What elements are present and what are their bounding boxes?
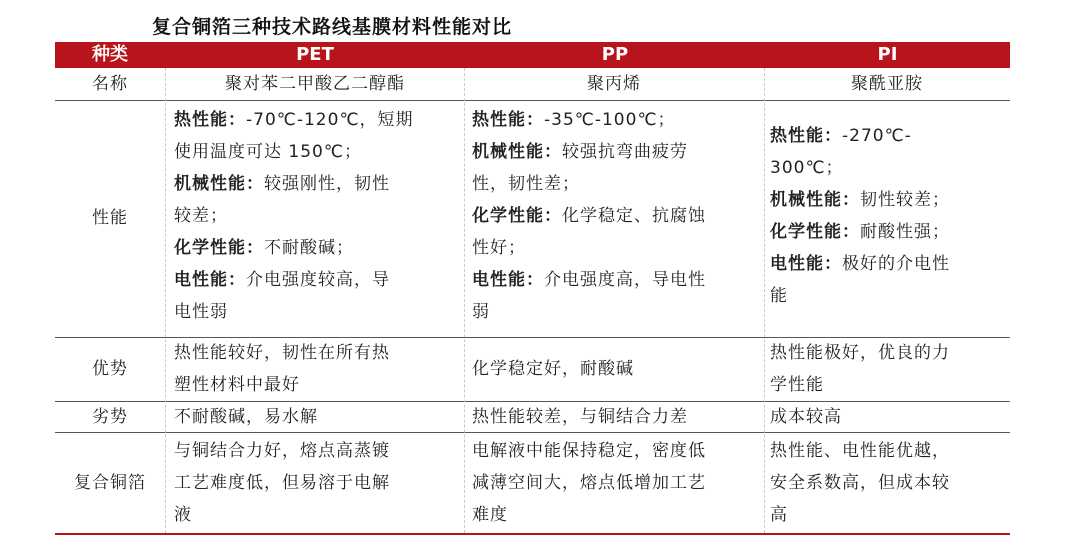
pet-mech-text-2: 较差；: [174, 206, 228, 226]
pp-chem-text-2: 性好；: [472, 238, 526, 258]
pi-mech-text: 韧性较差；: [860, 190, 950, 210]
pi-mech-label: 机械性能：: [770, 190, 860, 210]
table-header: [55, 42, 1010, 68]
pp-mech-text: 较强抗弯曲疲劳: [562, 142, 688, 162]
pet-elec-text: 介电强度较高，导: [246, 270, 390, 290]
pet-elec-label: 电性能：: [174, 270, 246, 290]
divider-1: [165, 68, 166, 533]
advantage-pet-line-1: 热性能较好，韧性在所有热: [174, 343, 390, 363]
row-name-label: 名称: [92, 74, 128, 94]
pet-thermal-label: 热性能：: [174, 110, 246, 130]
advantage-pi-line-2: 学性能: [770, 375, 824, 395]
row-disadvantage-label: 劣势: [92, 407, 128, 427]
header-pp: PP: [601, 44, 629, 65]
disadvantage-pi: 成本较高: [770, 407, 842, 427]
pi-thermal-text: -270℃-: [842, 126, 912, 146]
row-name-pet: 聚对苯二甲酸乙二醇酯: [225, 74, 405, 94]
row-performance-label: 性能: [92, 208, 128, 228]
header-category: 种类: [92, 44, 128, 65]
table-title: 复合铜箔三种技术路线基膜材料性能对比: [152, 16, 513, 38]
advantage-pi: [770, 337, 1006, 401]
advantage-pp: 化学稳定好，耐酸碱: [472, 359, 634, 379]
pet-mech-text: 较强刚性，韧性: [264, 174, 390, 194]
pp-thermal-text: -35℃-100℃；: [544, 110, 676, 130]
performance-pp: [472, 104, 762, 328]
composite-pi-line-1: 热性能、电性能优越，: [770, 441, 950, 461]
advantage-pi-line-1: 热性能极好，优良的力: [770, 343, 950, 363]
pet-thermal-text-2: 使用温度可达 150℃；: [174, 142, 362, 162]
rule-under-name: [55, 100, 1010, 101]
pp-chem-label: 化学性能：: [472, 206, 562, 226]
pp-elec-text: 介电强度高，导电性: [544, 270, 706, 290]
pet-mech-label: 机械性能：: [174, 174, 264, 194]
composite-pp: [472, 435, 762, 531]
pet-thermal-text: -70℃-120℃，短期: [246, 110, 414, 130]
pi-elec-label: 电性能：: [770, 254, 842, 274]
performance-pet: [174, 104, 464, 328]
composite-pet: [174, 435, 464, 531]
composite-pi: [770, 435, 1006, 531]
row-composite-label: 复合铜箔: [74, 473, 146, 493]
pi-thermal-text-2: 300℃；: [770, 158, 844, 178]
disadvantage-pp: 热性能较差，与铜结合力差: [472, 407, 688, 427]
pp-elec-label: 电性能：: [472, 270, 544, 290]
pi-elec-text: 极好的介电性: [842, 254, 950, 274]
header-pet: PET: [296, 44, 334, 65]
advantage-pet-line-2: 塑性材料中最好: [174, 375, 300, 395]
divider-2: [464, 68, 465, 533]
composite-pi-line-3: 高: [770, 505, 788, 525]
row-name-pp: 聚丙烯: [587, 74, 641, 94]
pet-chem-label: 化学性能：: [174, 238, 264, 258]
composite-pp-line-2: 减薄空间大，熔点低增加工艺: [472, 473, 706, 493]
pp-thermal-label: 热性能：: [472, 110, 544, 130]
row-name-pi: 聚酰亚胺: [851, 74, 923, 94]
pp-mech-text-2: 性，韧性差；: [472, 174, 580, 194]
composite-pet-line-2: 工艺难度低，但易溶于电解: [174, 473, 390, 493]
header-pi: PI: [877, 44, 898, 65]
pi-chem-label: 化学性能：: [770, 222, 860, 242]
pi-thermal-label: 热性能：: [770, 126, 842, 146]
advantage-pet: [174, 337, 464, 401]
pet-chem-text: 不耐酸碱；: [264, 238, 354, 258]
rule-bottom: [55, 533, 1010, 535]
composite-pi-line-2: 安全系数高，但成本较: [770, 473, 950, 493]
pp-chem-text: 化学稳定、抗腐蚀: [562, 206, 706, 226]
pp-elec-text-2: 弱: [472, 302, 490, 322]
composite-pp-line-3: 难度: [472, 505, 508, 525]
divider-3: [764, 68, 765, 533]
performance-pi: [770, 120, 1006, 312]
composite-pp-line-1: 电解液中能保持稳定，密度低: [472, 441, 706, 461]
pet-elec-text-2: 电性弱: [174, 302, 228, 322]
disadvantage-pet: 不耐酸碱，易水解: [174, 407, 318, 427]
row-advantage-label: 优势: [92, 359, 128, 379]
composite-pet-line-3: 液: [174, 505, 192, 525]
pi-elec-text-2: 能: [770, 286, 788, 306]
pi-chem-text: 耐酸性强；: [860, 222, 950, 242]
composite-pet-line-1: 与铜结合力好，熔点高蒸镀: [174, 441, 390, 461]
pp-mech-label: 机械性能：: [472, 142, 562, 162]
